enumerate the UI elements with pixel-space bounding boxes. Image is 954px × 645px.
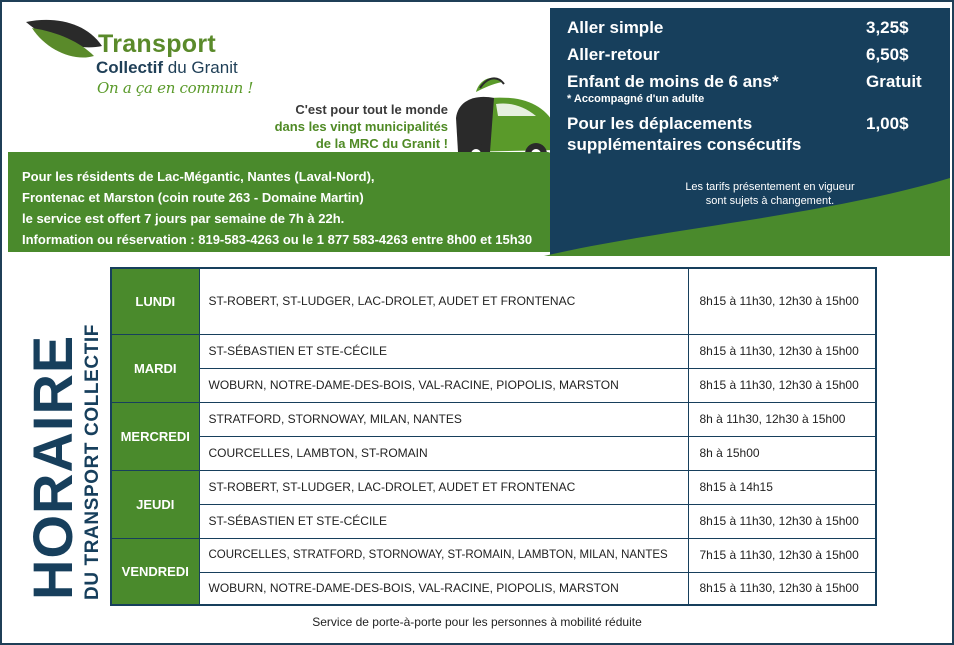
table-row <box>111 470 876 504</box>
footer-note: Service de porte-à-porte pour les personnes à mobilité réduite <box>312 615 642 629</box>
table-row <box>111 268 876 334</box>
logo-transport-word: Transport <box>98 30 216 58</box>
route-cell: WOBURN, NOTRE-DAME-DES-BOIS, VAL-RACINE, PIOPOLIS, MARSTON <box>199 368 688 402</box>
table-row <box>111 538 876 572</box>
table-row <box>111 572 876 605</box>
disclaimer-line-2: sont sujets à changement. <box>705 195 835 207</box>
table-row <box>111 504 876 538</box>
day-cell-jeudi: JEUDI <box>111 470 199 538</box>
route-cell: COURCELLES, LAMBTON, ST-ROMAIN <box>199 436 688 470</box>
table-row <box>111 368 876 402</box>
fare-price-child: Gratuit <box>866 72 922 91</box>
service-info-line-4: Information ou réservation : 819-583-4263 ou le 1 877 583-4263 entre 8h00 et 15h30 <box>22 232 533 247</box>
tagline-line-2: dans les vingt municipalités <box>274 119 448 134</box>
schedule-subtitle: DU TRANSPORT COLLECTIF <box>82 323 103 600</box>
day-cell-mercredi: MERCREDI <box>111 402 199 470</box>
fare-price-return: 6,50$ <box>866 45 909 64</box>
route-cell: ST-SÉBASTIEN ET STE-CÉCILE <box>199 504 688 538</box>
fares-panel <box>550 8 950 256</box>
hours-cell: 8h15 à 11h30, 12h30 à 15h00 <box>688 268 876 334</box>
fare-note: * Accompagné d'un adulte <box>567 93 705 105</box>
hours-cell: 8h15 à 14h15 <box>688 470 876 504</box>
service-info-line-3: le service est offert 7 jours par semaine de 7h à 22h. <box>22 211 345 226</box>
day-cell-mardi: MARDI <box>111 334 199 402</box>
hours-cell: 8h15 à 11h30, 12h30 à 15h00 <box>688 334 876 368</box>
fares-disclaimer <box>650 180 890 208</box>
schedule-table <box>110 267 877 606</box>
route-cell: STRATFORD, STORNOWAY, MILAN, NANTES <box>199 402 688 436</box>
schedule-title <box>20 335 85 600</box>
service-info <box>22 166 532 250</box>
route-cell: ST-SÉBASTIEN ET STE-CÉCILE <box>199 334 688 368</box>
fare-label-consecutive-1: Pour les déplacements <box>567 114 753 133</box>
day-cell-vendredi: VENDREDI <box>111 538 199 605</box>
service-info-line-1: Pour les résidents de Lac-Mégantic, Nantes (Laval-Nord), <box>22 169 375 184</box>
fare-price-consecutive: 1,00$ <box>866 114 909 133</box>
leaf-logo-icon <box>24 16 104 76</box>
fare-label-consecutive-2: supplémentaires consécutifs <box>567 135 802 154</box>
tagline-line-3: de la MRC du Granit ! <box>315 136 448 151</box>
logo-collectif-word: Collectif du Granit <box>96 58 238 77</box>
hours-cell: 7h15 à 11h30, 12h30 à 15h00 <box>688 538 876 572</box>
route-cell: WOBURN, NOTRE-DAME-DES-BOIS, VAL-RACINE, PIOPOLIS, MARSTON <box>199 572 688 605</box>
table-row <box>111 402 876 436</box>
hours-cell: 8h15 à 11h30, 12h30 à 15h00 <box>688 504 876 538</box>
table-row <box>111 436 876 470</box>
logo-slogan: On a ça en commun ! <box>97 79 254 97</box>
route-cell: ST-ROBERT, ST-LUDGER, LAC-DROLET, AUDET ET FRONTENAC <box>199 268 688 334</box>
fare-label-single: Aller simple <box>567 18 664 37</box>
hours-cell: 8h à 15h00 <box>688 436 876 470</box>
fare-label-return: Aller-retour <box>567 45 660 64</box>
fare-label-child: Enfant de moins de 6 ans* <box>567 72 779 91</box>
schedule-title-main: HORAIRE <box>21 334 84 600</box>
route-cell: COURCELLES, STRATFORD, STORNOWAY, ST-ROMAIN, LAMBTON, MILAN, NANTES <box>199 538 688 572</box>
route-cell: ST-ROBERT, ST-LUDGER, LAC-DROLET, AUDET ET FRONTENAC <box>199 470 688 504</box>
hours-cell: 8h à 11h30, 12h30 à 15h00 <box>688 402 876 436</box>
tagline-line-1: C'est pour tout le monde <box>295 102 448 117</box>
logo <box>24 16 294 106</box>
hours-cell: 8h15 à 11h30, 12h30 à 15h00 <box>688 572 876 605</box>
day-cell-lundi: LUNDI <box>111 268 199 334</box>
hours-cell: 8h15 à 11h30, 12h30 à 15h00 <box>688 368 876 402</box>
table-row <box>111 334 876 368</box>
service-info-line-2: Frontenac et Marston (coin route 263 - Domaine Martin) <box>22 190 364 205</box>
tagline <box>202 101 448 152</box>
fare-price-single: 3,25$ <box>866 18 909 37</box>
disclaimer-line-1: Les tarifs présentement en vigueur <box>685 181 855 193</box>
